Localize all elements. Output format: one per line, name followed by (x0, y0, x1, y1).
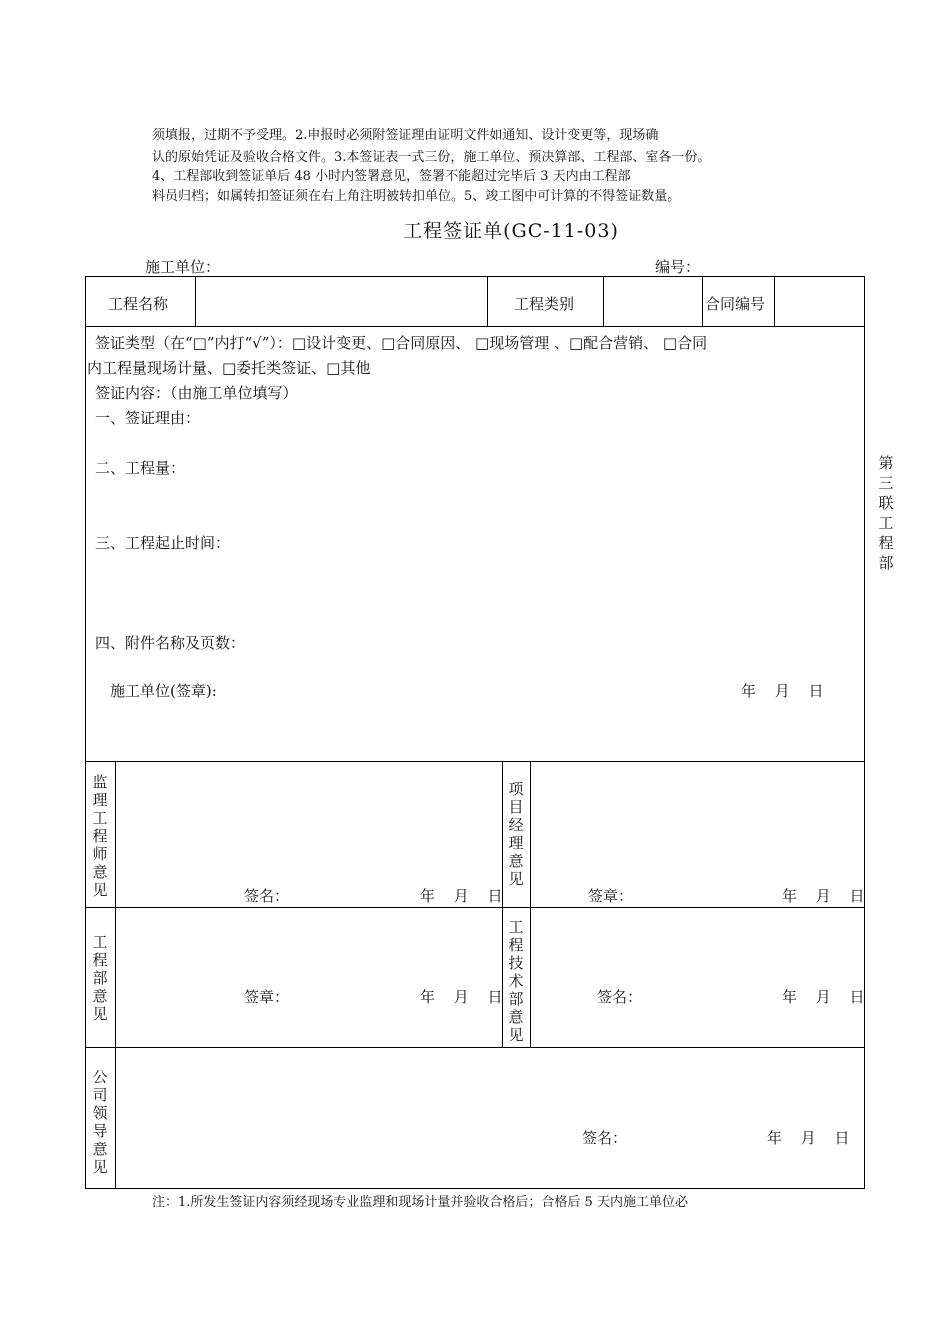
eng-dept-sign-date: 年 月 日 (420, 988, 503, 1006)
company-sign-date: 年 月 日 (767, 1129, 850, 1147)
top-note-3: 4、工程部收到签证单后 48 小时内签署意见，签署不能超过完毕后 3 天内由工程部 (152, 169, 631, 184)
top-note-1: 须填报，过期不予受理。2.申报时必须附签证理由证明文件如通知、设计变更等，现场确 (152, 128, 659, 143)
company-opinion-label: 公司领导意见 (92, 1068, 108, 1176)
tech-dept-sign-date: 年 月 日 (782, 988, 865, 1006)
contract-no-label: 合同编号 (705, 295, 766, 313)
quantity-label: 二、工程量： (95, 459, 186, 477)
top-note-2: 认的原始凭证及验收合格文件。3.本签证表一式三份，施工单位、预决算部、工程部、室各一份。 (152, 150, 711, 165)
project-name-label: 工程名称 (108, 295, 169, 313)
number-label: 编号： (655, 258, 701, 276)
contract-no-field[interactable] (776, 278, 862, 324)
tech-dept-opinion-label: 工程技术部意见 (508, 918, 524, 1044)
eng-dept-opinion-label: 工程部意见 (92, 933, 108, 1023)
unit-sign-label: 施工单位(签章): (110, 682, 217, 700)
supervisor-sign-label: 签名： (244, 887, 290, 905)
visa-reason-label: 一、签证理由： (95, 409, 201, 427)
attachments-label: 四、附件名称及页数： (95, 634, 246, 652)
footer-note: 注：1.所发生签证内容须经现场专业监理和现场计量并验收合格后；合格后 5 天内施工单位必 (152, 1195, 688, 1210)
project-type-field[interactable] (605, 278, 700, 324)
supervisor-opinion-label: 监理工程师意见 (92, 773, 108, 899)
construction-unit-label: 施工单位： (145, 258, 221, 276)
page-title: 工程签证单(GC-11-03) (403, 220, 619, 242)
eng-dept-sign-label: 签章： (244, 988, 290, 1006)
visa-type-line-1: 签证类型（在“□”内打“√”）：□设计变更、□合同原因、 □现场管理 、□配合营销、 □合同 (95, 334, 708, 352)
pm-opinion-label: 项目经理意见 (508, 780, 524, 888)
pm-sign-label: 签章： (588, 887, 634, 905)
pm-sign-date: 年 月 日 (782, 887, 865, 905)
unit-sign-date: 年 月 日 (741, 682, 824, 700)
project-type-label: 工程类别 (514, 295, 575, 313)
copy-side-label: 第三联工程部 (878, 454, 894, 572)
supervisor-sign-date: 年 月 日 (420, 887, 503, 905)
company-sign-label: 签名： (582, 1129, 628, 1147)
visa-content-label: 签证内容：（由施工单位填写） (95, 384, 298, 402)
tech-dept-sign-label: 签名： (597, 988, 643, 1006)
period-label: 三、工程起止时间： (95, 534, 231, 552)
project-name-field[interactable] (197, 278, 485, 324)
top-note-4: 料员归档；如属转扣签证须在右上角注明被转扣单位。5、竣工图中可计算的不得签证数量。 (152, 189, 681, 204)
visa-type-line-2: 内工程量现场计量、□委托类签证、□其他 (87, 359, 371, 377)
